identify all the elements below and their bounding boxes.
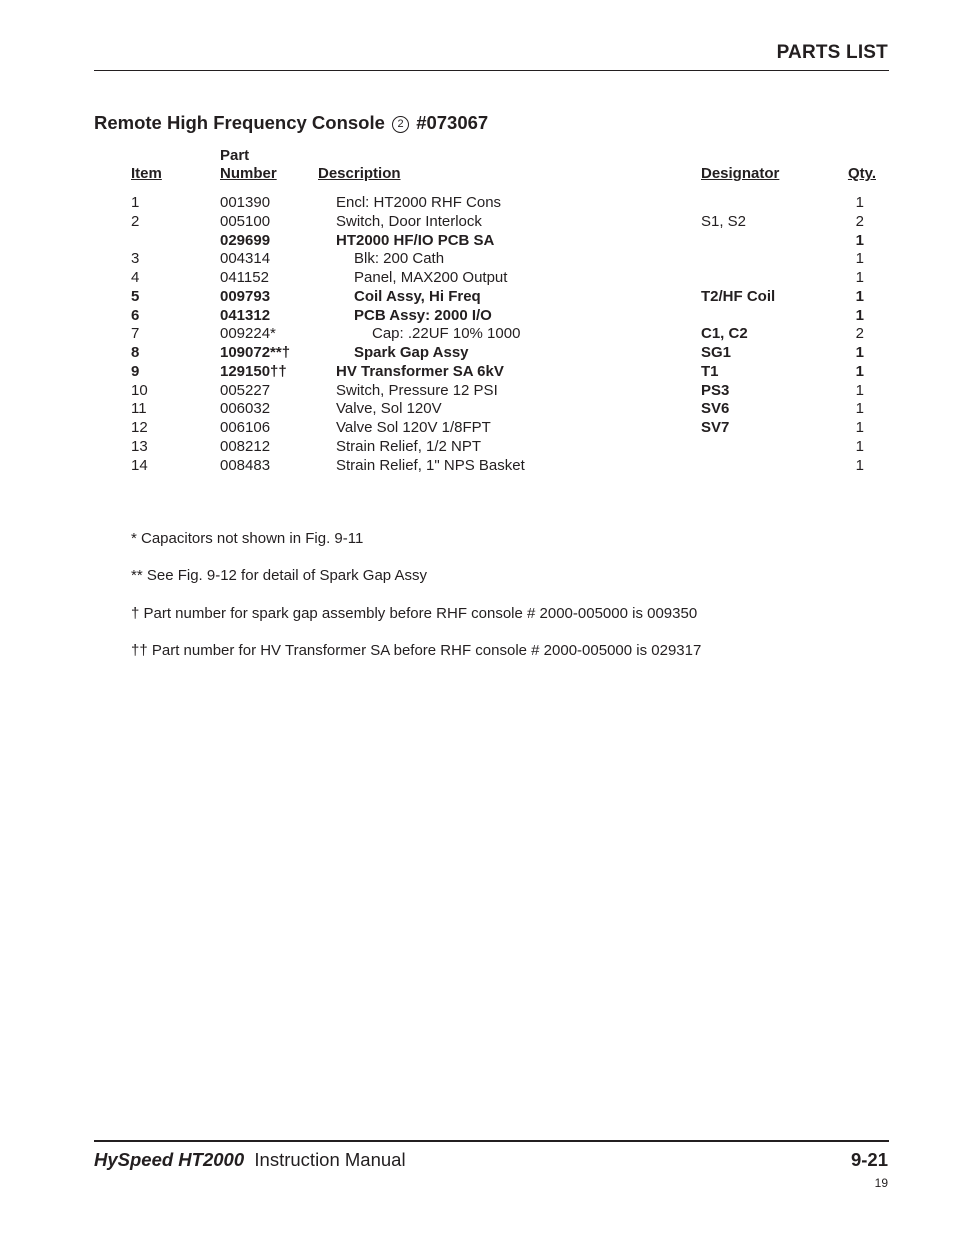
part-number: 009224* [220, 325, 276, 343]
part-number: 029699 [220, 231, 271, 249]
table-row [0, 343, 954, 362]
part-description: Blk: 200 Cath [354, 250, 445, 268]
item-number: 9 [131, 362, 140, 380]
item-number: 6 [131, 306, 140, 324]
quantity: 1 [855, 287, 864, 305]
designator: PS3 [701, 381, 730, 399]
part-number: 041152 [220, 269, 269, 286]
part-description: Panel, MAX200 Output [354, 269, 508, 286]
quantity: 2 [855, 325, 864, 343]
col-header-description: Description [318, 165, 401, 182]
item-number: 1 [131, 194, 140, 211]
footer-manual-title [94, 1149, 406, 1171]
item-number: 13 [131, 437, 148, 455]
part-number: 041312 [220, 306, 271, 324]
item-number: 14 [131, 456, 148, 474]
col-header-designator: Designator [701, 165, 780, 182]
part-number: 006106 [220, 419, 271, 436]
item-number: 10 [131, 381, 148, 399]
part-description: PCB Assy: 2000 I/O [354, 306, 492, 324]
table-row [0, 231, 954, 250]
quantity: 1 [855, 381, 864, 399]
header-rule [94, 70, 889, 71]
footnote: ** See Fig. 9-12 for detail of Spark Gap Assy [131, 567, 427, 584]
part-number: 001390 [220, 194, 271, 211]
part-description: Strain Relief, 1/2 NPT [336, 437, 482, 455]
item-number: 8 [131, 344, 140, 361]
table-row [0, 268, 954, 287]
table-row [0, 324, 954, 343]
table-row [0, 287, 954, 306]
part-description: Strain Relief, 1" NPS Basket [336, 456, 525, 474]
col-header-part-number: Number [220, 165, 277, 182]
quantity: 1 [855, 269, 864, 286]
part-number: 005100 [220, 212, 271, 230]
table-row [0, 418, 954, 437]
table-row [0, 362, 954, 381]
part-number: 009793 [220, 287, 271, 305]
table-row [0, 306, 954, 325]
item-number: 7 [131, 325, 140, 343]
footer-manual-label: Instruction Manual [254, 1149, 406, 1170]
designator: T1 [701, 362, 719, 380]
quantity: 1 [855, 250, 864, 268]
part-description: Cap: .22UF 10% 1000 [372, 325, 521, 343]
table-row [0, 193, 954, 212]
quantity: 1 [855, 362, 864, 380]
table-row [0, 437, 954, 456]
table-row [0, 456, 954, 475]
part-number: 129150†† [220, 362, 287, 380]
table-row [0, 212, 954, 231]
footnote: † Part number for spark gap assembly before RHF console # 2000-005000 is 009350 [131, 605, 698, 622]
part-description: Switch, Pressure 12 PSI [336, 381, 498, 399]
part-number: 006032 [220, 400, 271, 418]
footnote: †† Part number for HV Transformer SA before RHF console # 2000-005000 is 029317 [131, 642, 702, 659]
designator: SG1 [701, 344, 732, 361]
part-number: 008212 [220, 437, 271, 455]
footnote: * Capacitors not shown in Fig. 9-11 [131, 530, 364, 547]
table-row [0, 399, 954, 418]
quantity: 1 [855, 344, 864, 361]
footer-rule [94, 1140, 889, 1142]
part-description: Switch, Door Interlock [336, 212, 482, 230]
part-number: 008483 [220, 456, 271, 474]
section-header: PARTS LIST [776, 42, 888, 63]
part-description: HT2000 HF/IO PCB SA [336, 231, 495, 249]
quantity: 1 [855, 194, 864, 211]
item-number: 5 [131, 287, 140, 305]
item-number: 3 [131, 250, 140, 268]
item-number: 11 [131, 400, 147, 418]
item-number: 2 [131, 212, 140, 230]
page-title [94, 112, 488, 134]
title-part-number: #073067 [416, 112, 489, 133]
quantity: 1 [855, 231, 864, 249]
part-number: 004314 [220, 250, 271, 268]
part-number: 109072**† [220, 344, 291, 361]
table-row [0, 381, 954, 400]
item-number: 4 [131, 269, 140, 286]
quantity: 2 [855, 212, 864, 230]
quantity: 1 [855, 419, 864, 436]
col-header-part-top: Part [220, 147, 250, 164]
table-row [0, 249, 954, 268]
quantity: 1 [855, 306, 864, 324]
designator: T2/HF Coil [701, 287, 776, 305]
quantity: 1 [855, 437, 864, 455]
item-number: 12 [131, 419, 148, 436]
part-description: Coil Assy, Hi Freq [354, 287, 481, 305]
quantity: 1 [855, 400, 864, 418]
quantity: 1 [855, 456, 864, 474]
designator: C1, C2 [701, 325, 748, 343]
part-description: Valve Sol 120V 1/8FPT [336, 419, 491, 436]
part-description: HV Transformer SA 6kV [336, 362, 504, 380]
part-description: Encl: HT2000 RHF Cons [336, 194, 502, 211]
designator: SV7 [701, 419, 730, 436]
part-number: 005227 [220, 381, 271, 399]
designator: S1, S2 [701, 212, 747, 230]
figure-callout-badge: 2 [392, 116, 409, 133]
part-description: Spark Gap Assy [354, 344, 469, 361]
footer-page-number: 9-21 [850, 1149, 888, 1170]
footer-brand: HySpeed HT2000 [94, 1149, 245, 1170]
footer-sheet-number: 19 [874, 1176, 888, 1190]
col-header-item: Item [131, 165, 162, 182]
title-text: Remote High Frequency Console [94, 112, 385, 133]
part-description: Valve, Sol 120V [336, 400, 442, 418]
designator: SV6 [701, 400, 730, 418]
col-header-qty: Qty. [847, 165, 876, 182]
